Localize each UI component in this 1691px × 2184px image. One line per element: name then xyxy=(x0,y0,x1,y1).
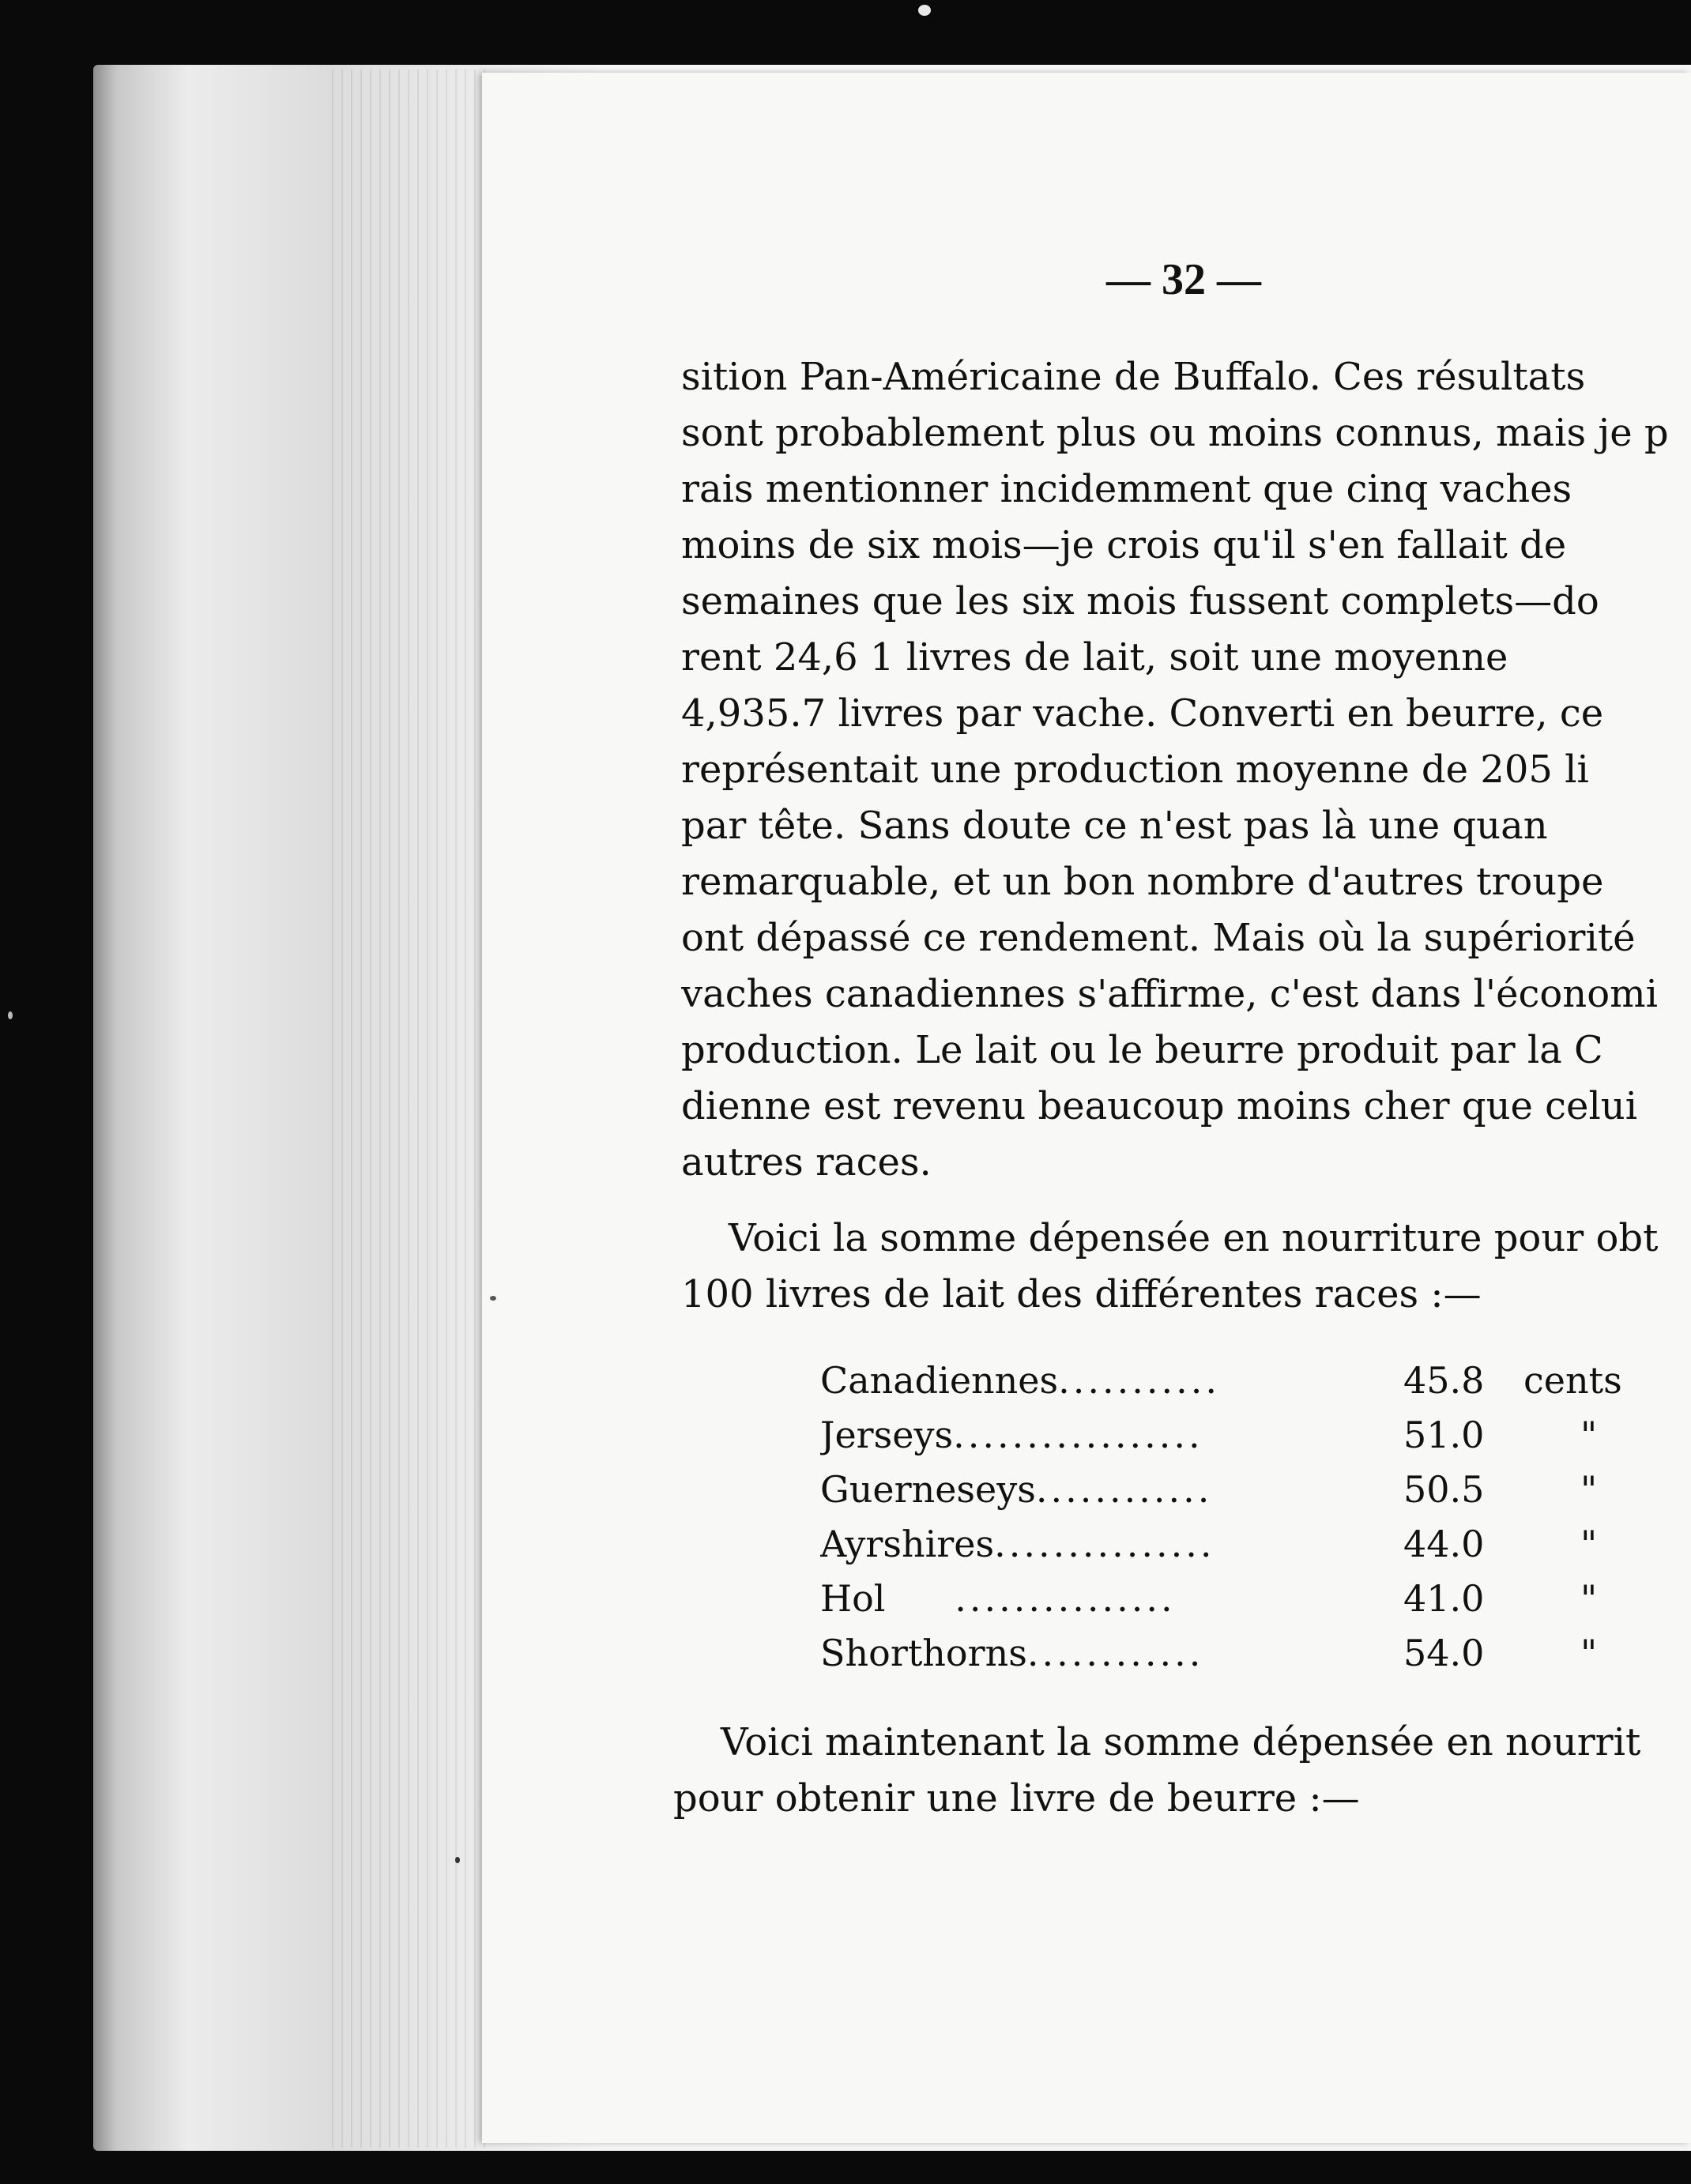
breed-name: Guerneseys xyxy=(820,1468,1036,1511)
leader-dots: ........... xyxy=(1058,1359,1220,1402)
breed-cell xyxy=(820,1577,1342,1620)
dust-speck xyxy=(455,1857,460,1863)
table-row xyxy=(820,1468,1691,1523)
dust-speck xyxy=(490,1296,496,1301)
text-line: dienne est revenu beaucoup moins cher que celui xyxy=(681,1084,1638,1128)
leader-dots: ............ xyxy=(1035,1468,1213,1511)
cost-value: 51.0 xyxy=(1403,1414,1485,1456)
text-line: par tête. Sans doute ce n'est pas là une quan xyxy=(681,804,1548,848)
cost-value: 54.0 xyxy=(1403,1632,1485,1674)
breed-cell xyxy=(820,1632,1342,1674)
text-line: pour obtenir une livre de beurre :— xyxy=(673,1776,1360,1821)
table-row xyxy=(820,1414,1691,1468)
text-line: rais mentionner incidemment que cinq vaches xyxy=(681,467,1572,511)
cost-unit: " xyxy=(1580,1577,1598,1620)
cost-unit: cents xyxy=(1523,1359,1622,1402)
text-line: sition Pan-Américaine de Buffalo. Ces résultats xyxy=(681,355,1586,399)
text-line: sont probablement plus ou moins connus, mais je p xyxy=(681,411,1669,455)
text-line: moins de six mois—je crois qu'il s'en fallait de xyxy=(681,523,1567,567)
breed-cell xyxy=(820,1468,1342,1511)
breed-cell xyxy=(820,1414,1342,1456)
page-edges xyxy=(332,70,490,2148)
breed-name: Hol xyxy=(820,1577,886,1620)
cost-value: 45.8 xyxy=(1403,1359,1485,1402)
text-line: rent 24,6 1 livres de lait, soit une moyenne xyxy=(681,635,1508,680)
breed-name: Ayrshires xyxy=(820,1523,995,1565)
leader-dots: ............... xyxy=(955,1577,1176,1620)
cost-unit: " xyxy=(1580,1468,1598,1511)
text-line: Voici la somme dépensée en nourriture pour obt xyxy=(729,1216,1659,1260)
cost-unit: " xyxy=(1580,1632,1598,1674)
text-line: ont dépassé ce rendement. Mais où la supériorité xyxy=(681,916,1636,960)
breed-name: Shorthorns xyxy=(820,1632,1027,1674)
text-line: Voici maintenant la somme dépensée en nourrit xyxy=(721,1720,1641,1764)
table-row xyxy=(820,1577,1691,1632)
paragraph-3 xyxy=(673,1715,1691,1827)
text-line: production. Le lait ou le beurre produit par la C xyxy=(681,1028,1603,1072)
cost-value: 41.0 xyxy=(1403,1577,1485,1620)
cost-value: 44.0 xyxy=(1403,1523,1485,1565)
breed-cell xyxy=(820,1359,1342,1402)
leader-dots: ................. xyxy=(953,1414,1203,1456)
leader-dots: ............... xyxy=(994,1523,1215,1565)
text-line: semaines que les six mois fussent complets—do xyxy=(681,579,1599,623)
text-line: 4,935.7 livres par vache. Converti en beurre, ce xyxy=(681,691,1604,736)
leader-dots: ............ xyxy=(1026,1632,1204,1674)
feed-cost-table xyxy=(820,1359,1691,1686)
breed-name: Jerseys xyxy=(820,1414,954,1456)
paragraph-1 xyxy=(681,349,1691,1191)
table-row xyxy=(820,1523,1691,1577)
page-number: — 32 — xyxy=(1106,255,1261,304)
table-row xyxy=(820,1359,1691,1414)
paragraph-2 xyxy=(681,1211,1691,1323)
breed-name: Canadiennes xyxy=(820,1359,1059,1402)
text-line: représentait une production moyenne de 205 li xyxy=(681,747,1589,792)
text-line: autres races. xyxy=(681,1140,932,1184)
text-line: 100 livres de lait des différentes races :— xyxy=(681,1272,1482,1316)
table-row xyxy=(820,1632,1691,1686)
text-line: vaches canadiennes s'affirme, c'est dans l'économi xyxy=(681,972,1658,1016)
dust-speck xyxy=(8,1011,13,1019)
text-line: remarquable, et un bon nombre d'autres troupe xyxy=(681,860,1604,904)
cost-unit: " xyxy=(1580,1523,1598,1565)
cost-value: 50.5 xyxy=(1403,1468,1485,1511)
cost-unit: " xyxy=(1580,1414,1598,1456)
dust-speck xyxy=(918,5,931,16)
breed-cell xyxy=(820,1523,1342,1565)
